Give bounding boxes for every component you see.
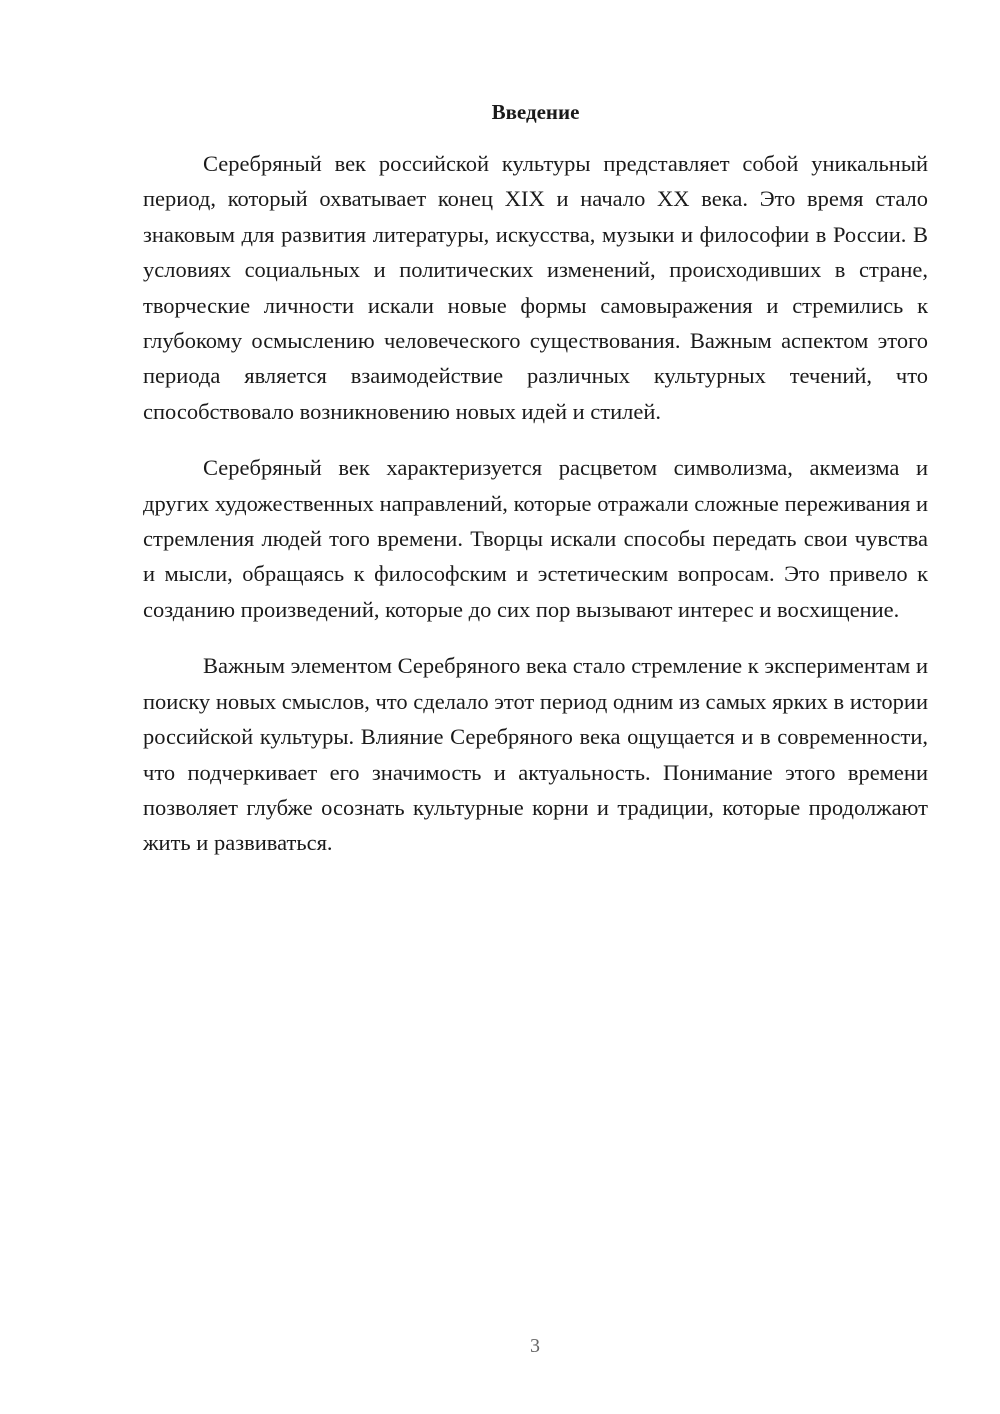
page-number: 3 (530, 1335, 540, 1357)
paragraph-3: Важным элементом Серебряного века стало стремление к экспериментам и поиску новых смыслов, что сделало этот период одним из самых ярких в истории российской культуры. Влияние Серебряного века ощущается и в современности, что подчеркивает его значимость и актуальность. Понимание этого времени позволяет глубже осознать культурные корни и традиции, которые продолжают жить и развиваться. (143, 653, 928, 856)
paragraph-1: Серебряный век российской культуры представляет собой уникальный период, который охватывает конец XIX и начало XX века. Это время стало знаковым для развития литературы, искусства, музыки и философии в России. В условиях социальных и политических изменений, происходивших в стране, творческие личности искали новые формы самовыражения и стремились к глубокому осмыслению человеческого существования. Важным аспектом этого периода является взаимодействие различных культурных течений, что способствовало возникновению новых идей и стилей. (143, 151, 928, 424)
section-title: Введение (491, 100, 580, 124)
page-content (143, 98, 928, 882)
paragraph-2: Серебряный век характеризуется расцветом символизма, акмеизма и других художественных направлений, которые отражали сложные переживания и стремления людей того времени. Творцы искали способы передать свои чувства и мысли, обращаясь к философским и эстетическим вопросам. Это привело к созданию произведений, которые до сих пор вызывают интерес и восхищение. (143, 455, 928, 622)
